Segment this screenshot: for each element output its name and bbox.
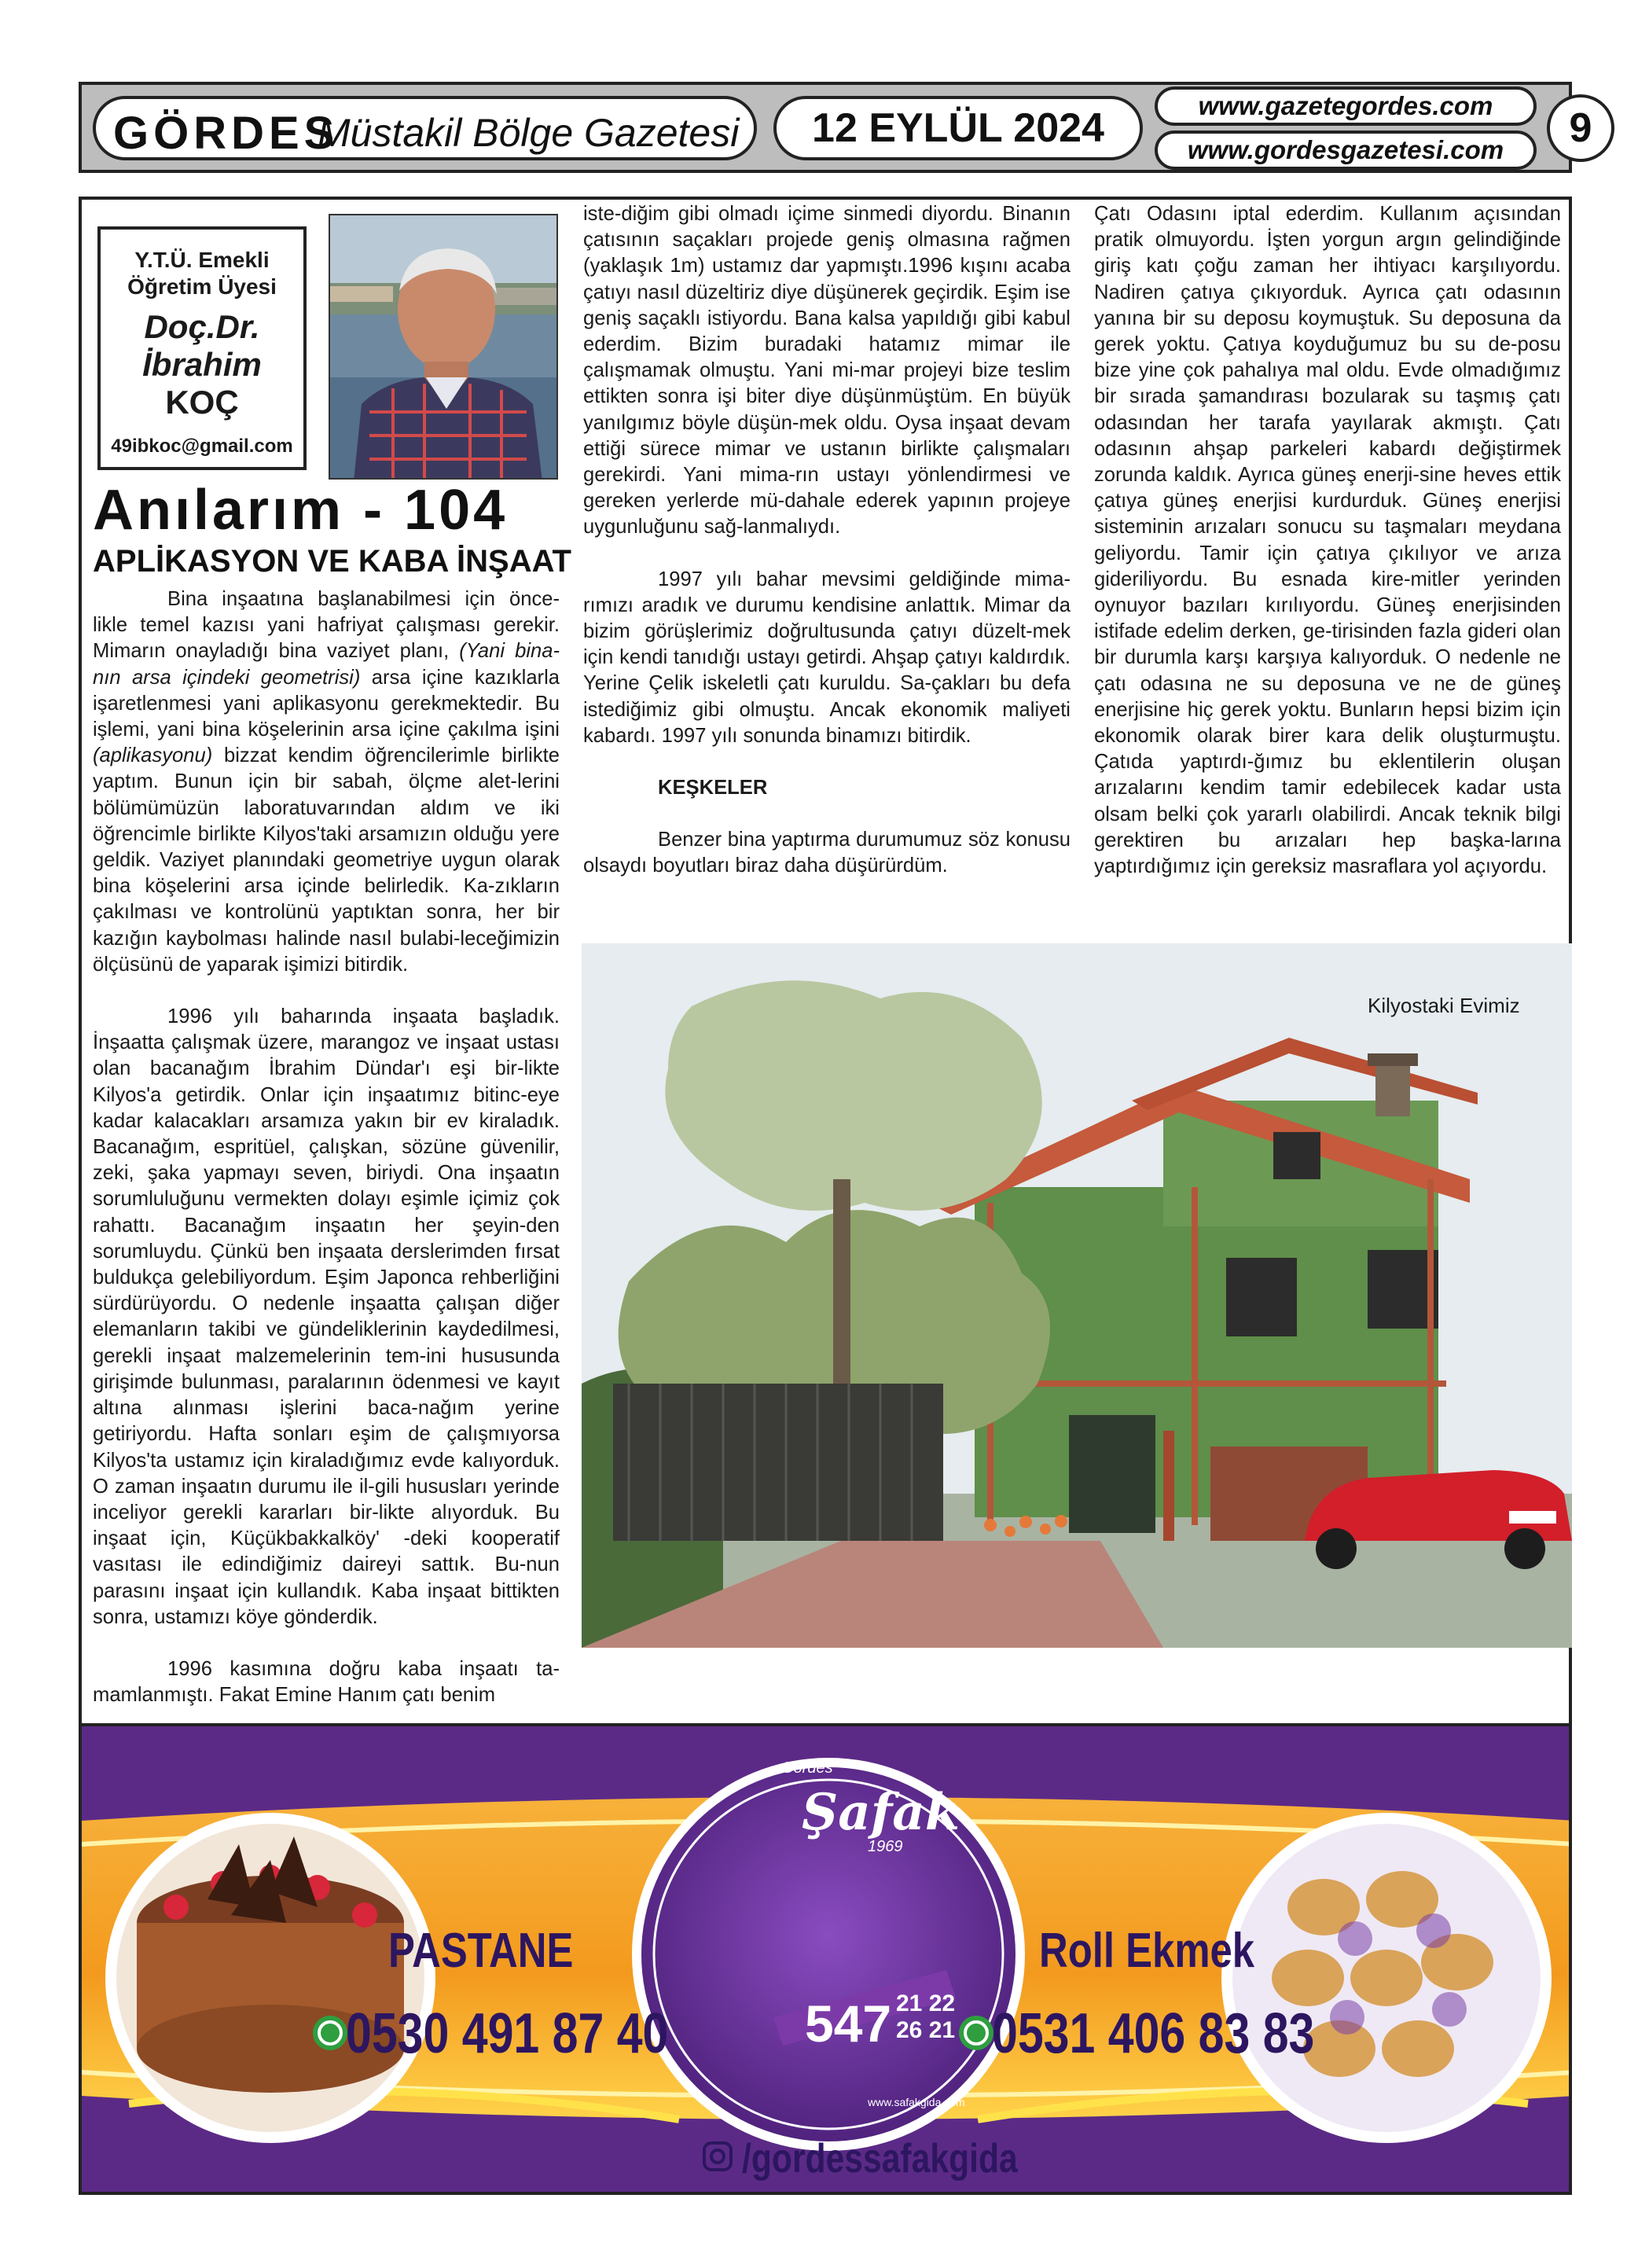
brand-pill (93, 96, 757, 160)
website-link-1[interactable]: www.gazetegordes.com (1155, 86, 1537, 126)
ad-brand-year: 1969 (868, 1838, 903, 1855)
ad-pastane-label: PASTANE (388, 1924, 574, 1978)
text-run: bizzat kendim öğrencilerimle birlikte yaptım. Bunun için bir sabah, ölçme alet-lerini bölümümüzün laboratuvarından aldım ve iki öğrencimle birlikte Kilyos'taki arsamızın olduğu yere geldik. Vaziyet planındaki geometriye uygun olarak bina köşelerini arsa içinde belirledik. Ka-zıkların çakılması ve kontrolünü yaptıktan sonra, her bir kazığın kaybolması halinde nasıl bulabi-leceğimizin ölçüsünü de yaparak işimizi bitirdik. (93, 744, 560, 976)
text-run-italic: (aplikasyonu) (93, 744, 213, 767)
column-2-paragraph-3: Benzer bina yaptırma durumumuz söz konusu olsaydı boyutları biraz daha düşürürdüm. (583, 829, 1071, 877)
ad-pastane-phone[interactable]: 0530 491 87 40 (346, 2002, 669, 2065)
website-link-2[interactable]: www.gordesgazetesi.com (1155, 130, 1537, 170)
newspaper-subtitle: Müstakil Bölge Gazetesi (318, 111, 740, 155)
author-title: Doç.Dr. (144, 308, 260, 345)
article-headline: Anılarım - 104 (93, 479, 509, 542)
ad-phone-suffix-1: 21 22 (896, 1990, 956, 2016)
column-2-paragraph-1: iste-diğim gibi olmadı içime sinmedi diyordu. Binanın çatısının saçakları projede geniş olmasına rağmen (yaklaşık 1m) ustamız dar yapmıştı.1996 kışını acaba çatıyı nasıl düzeltiriz diye düşünerek geçirdik. Eşim ise geniş saçaklı istiyordu. Bana kalsa yapıldığı gibi kabul ederdim. Bizim buradaki hatamız mimar ile çalışmamak olmuştu. Yani mi-mar projeyi bize teslim ettikten sonra işi biter diye düşünmüştüm. En büyük yanılgımız böyle düşün-mek oldu. Oysa inşaat devam ettiği sürece mimar ve ustanın birlikte çalışmaları gerekirdi. Yani mima-rın ustayı yönlendirmesi ve gereken yerlerde mü-dahale ederek yapının projeye uygunluğunu sağ-lanmalıydı. (583, 203, 1071, 539)
author-last-name: KOÇ (165, 384, 239, 421)
column-2-paragraph-2: 1997 yılı bahar mevsimi geldiğinde mima-rımızı aradık ve durumu kendisine anlattık. Mimar da bizim görüşlerimiz doğrultusunda çatıyı düzelt-mek için kendi tanıdığı ustayı getirdi. Ahşap çatıyı kaldırdık. Yerine Çelik iskeletli çatı kuruldu. Sa-çakları bu defa istediğimiz gibi olmuştu. Ancak ekonomik maliyeti kabardı. 1997 yılı sonunda binamızı bitirdik. (583, 568, 1071, 747)
article-column-2 (583, 201, 1071, 880)
newspaper-name: GÖRDES (113, 108, 340, 159)
ad-roll-ekmek-phone[interactable]: 0531 406 83 83 (992, 2002, 1315, 2065)
text-run-italic: (Yani bina-nın arsa içindeki geometrisi) (93, 640, 560, 689)
author-box (97, 226, 307, 470)
article-column-3 (1094, 201, 1561, 880)
ad-website[interactable]: www.safakgida.com (868, 2096, 965, 2108)
house-photo (582, 943, 1572, 1648)
column-1-paragraph-2: 1996 yılı baharında inşaata başladık. İnşaatta çalışmak üzere, marangoz ve inşaat ustası olan bacanağım İbrahim Dündar'ı eşi bir-likte Kilyos'a getirdik. Onlar için inşaatımız bitinc-eye kadar kalacakları arsamıza yakın bir ev kiraladık. Bacanağım, espritüel, çalışkan, sözüne güvenilir, zeki, şaka yapmayı seven, biriydi. Ona inşaatın sorumluluğunu vermekten dolayı eşimle içimiz çok rahattı. Bacanağım inşaatın her şeyin-den sorumluydu. Çünkü ben inşaata derslerimden fırsat buldukça gelebiliyordum. Eşim Japonca rehberliğini sürdürüyordu. O nedenle inşaatta çalışan diğer elemanların takibi ve gündeliklerinin kaydedilmesi, gerekli inşaat malzemelerinin tem-ini hususunda girişimde bulunması, paralarının ödenmesi ve kayıt altına alınması işlerini baca-nağım yerine getiriyordu. Hafta sonları eşim de çalışmıyorsa Kilyos'ta ustamız için kiraladığımız evde kalıyorduk. O zaman inşaatın durumu ile il-gili hususları yerinde inceliyor gerekli kararları bir-likte alıyorduk. Bu inşaat için, Küçükbakkalköy' -deki kooperatif vasıtası ile edindiğimiz daireyi sattık. Bu-nun parasını inşaat için kullandık. Kaba inşaat bittikten sonra, ustamızı köye gönderdik. (93, 1005, 560, 1628)
text-run: arsa içine kazıklarla işaretlenmesi yani aplikasyonu gerekmektedir. Bu işlemi, yani bina köşelerinin arsa içine çakılma işini (93, 666, 560, 741)
author-portrait (329, 214, 558, 480)
photo-caption: Kilyostaki Evimiz (1368, 994, 1520, 1017)
author-position: Öğretim Üyesi (127, 274, 277, 299)
article-subhead: APLİKASYON VE KABA İNŞAAT (93, 544, 571, 579)
ad-roll-ekmek-label: Roll Ekmek (1039, 1924, 1255, 1978)
article-column-1 (93, 586, 560, 1708)
ad-brand-town: Gördes (781, 1759, 833, 1777)
ad-phone-suffix-2: 26 21 (896, 2017, 956, 2043)
ad-instagram-handle[interactable]: /gordessafakgida (742, 2136, 1018, 2182)
masthead (79, 82, 1592, 173)
column-1-paragraph-1 (93, 586, 560, 978)
advertisement-banner[interactable] (79, 1723, 1572, 2195)
column-3-paragraph-1: Çatı Odasını iptal ederdim. Kullanım açısından pratik olmuyordu. İşten yorgun argın gelindiğinde giriş katı çoğu zaman her ihtiyacı karşılıyordu. Nadiren çatıya çıkıyorduk. Ayrıca çatı odasının yanına bir su deposu koymuştuk. Su deposuna da gerek yoktu. Çatıya koyduğumuz bu su de-posu bize yine çok pahalıya mal oldu. Evde olmadığımız bir sırada şamandırası bozularak su taşmış çatı odasından her tarafa yayılarak akmıştı. Çatı odasının ahşap parkeleri kabardı değiştirmek zorunda kaldık. Ayrıca güneş enerji-sine heves ettik çatıya güneş enerjisi kurdurduk. Güneş enerjisi sisteminin arızaları sonucu su taşmaları meydana geliyordu. Tamir için çatıya çıkılıyor ve arıza gideriliyordu. Bu esnada kire-mitler yerinden oynuyor bazıları kırılıyordu. Güneş enerjisinden istifade edelim derken, ge-tirisinden fazla gideri olan bir durumla karşı karşıya kalıyorduk. O nedenle ne çatı odasına ne su deposuna ve ne de güneş enerjisine hiç gerek yoktu. Bunların hepsi bizim için ekonomik olarak birer kara delik oluşturmuştu. Çatıda yaptırdı-ğımız bu eklentilerin oluşan arızalarını kendim tamir edebilecek kadar usta olsam belki çok yararlı olabilirdi. Ancak teknik bilgi gerektiren bu arızaları hep başka-larına yaptırdığımız için gereksiz masraflara yol açıyordu. (1094, 203, 1561, 878)
ad-brand-name: Şafak (802, 1783, 960, 1842)
page-number: 9 (1547, 94, 1614, 162)
text-run: Bina inşaatına başlanabilmesi için önce-likle temel kazısı yani hafriyat çalışması gerekir. Mimarın onayladığı bina vaziyet planı, (93, 588, 560, 663)
ad-phone-prefix: 547 (805, 1994, 892, 2053)
author-affiliation: Y.T.Ü. Emekli (134, 248, 270, 272)
author-email[interactable]: 49ibkoc@gmail.com (111, 436, 293, 457)
section-heading: KEŞKELER (658, 777, 768, 799)
issue-date: 12 EYLÜL 2024 (773, 96, 1143, 160)
author-first-name: İbrahim (142, 346, 262, 383)
column-1-paragraph-3: 1996 kasımına doğru kaba inşaatı ta-mamlanmıştı. Fakat Emine Hanım çatı benim (93, 1657, 560, 1707)
